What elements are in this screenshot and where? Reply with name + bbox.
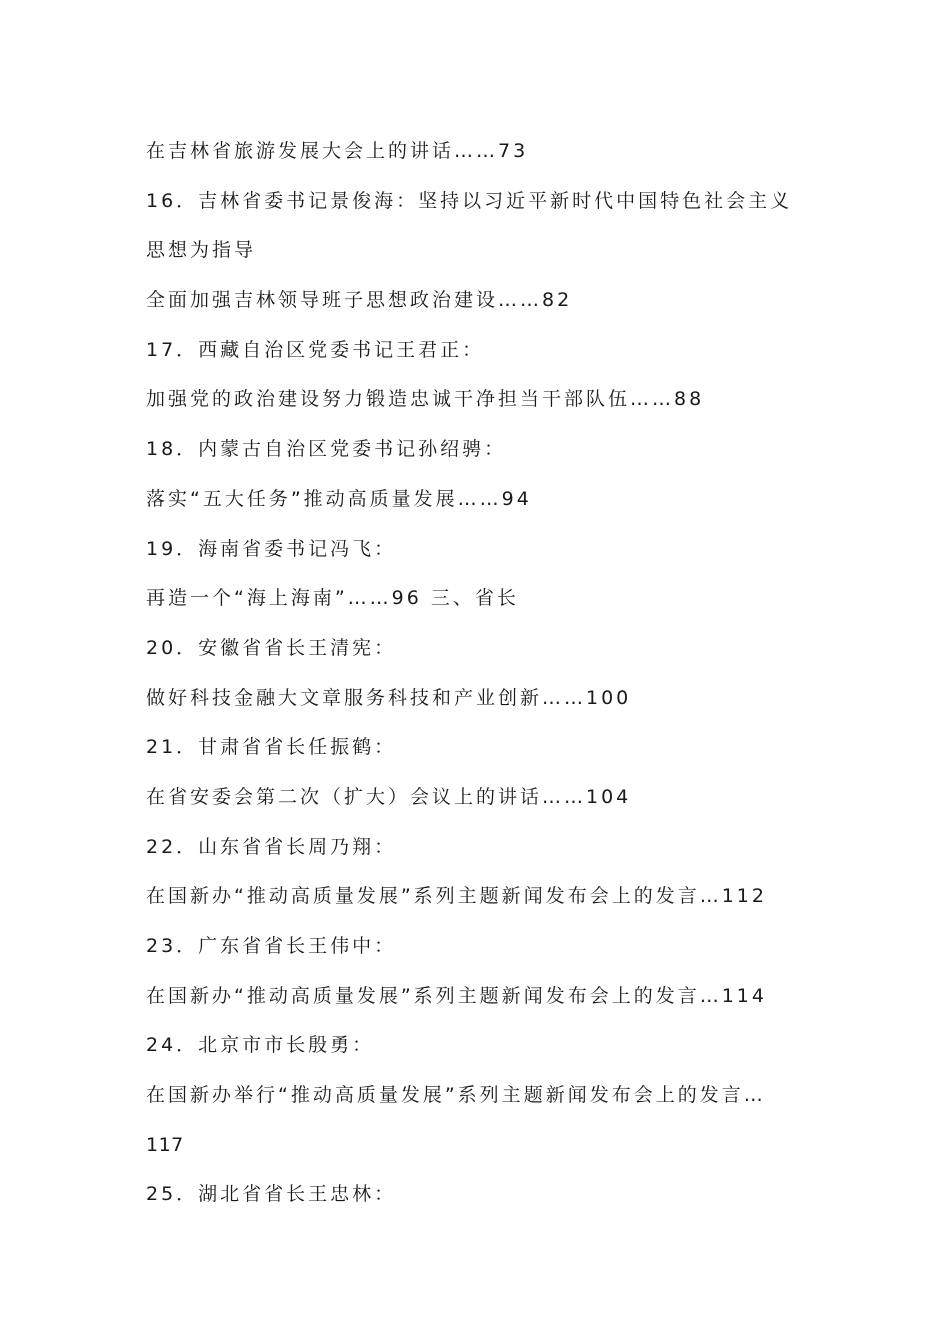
toc-entry-heading: 25．湖北省省长王忠林： [146,1183,397,1206]
toc-entry-heading: 22．山东省省长周乃翔： [146,835,397,858]
toc-line: 在省安委会第二次（扩大）会议上的讲话……104 [146,785,632,808]
toc-entry-heading: 23．广东省省长王伟中： [146,935,397,957]
toc-line: 在国新办“推动高质量发展”系列主题新闻发布会上的发言…112 [146,885,767,908]
toc-line: 落实“五大任务”推动高质量发展……94 [146,487,532,510]
toc-page-number: 117 [146,1133,184,1156]
toc-entry-heading: 16．吉林省委书记景俊海：坚持以习近平新时代中国特色社会主义 [146,189,793,212]
toc-entry-heading: 18．内蒙古自治区党委书记孙绍骋： [146,438,507,461]
toc-line: 加强党的政治建设努力锻造忠诚干净担当干部队伍……88 [146,388,705,411]
toc-entry-heading: 20．安徽省省长王清宪： [146,636,397,659]
toc-line: 做好科技金融大文章服务科技和产业创新……100 [146,686,632,709]
toc-line: 在吉林省旅游发展大会上的讲话……73 [146,140,529,162]
toc-entry-heading: 21．甘肃省省长任振鹤： [146,736,397,759]
toc-entry-heading: 17．西藏自治区党委书记王君正： [146,338,485,361]
toc-line: 思想为指导 [146,239,257,262]
toc-entry-heading: 24．北京市市长殷勇： [146,1034,375,1057]
table-of-contents [146,133,826,1226]
toc-line: 全面加强吉林领导班子思想政治建设……82 [146,289,573,312]
toc-line: 再造一个“海上海南”……96 三、省长 [146,587,519,610]
toc-entry-heading: 19．海南省委书记冯飞： [146,537,397,560]
toc-line: 在国新办“推动高质量发展”系列主题新闻发布会上的发言…114 [146,984,767,1007]
toc-line: 在国新办举行“推动高质量发展”系列主题新闻发布会上的发言… [146,1084,766,1107]
